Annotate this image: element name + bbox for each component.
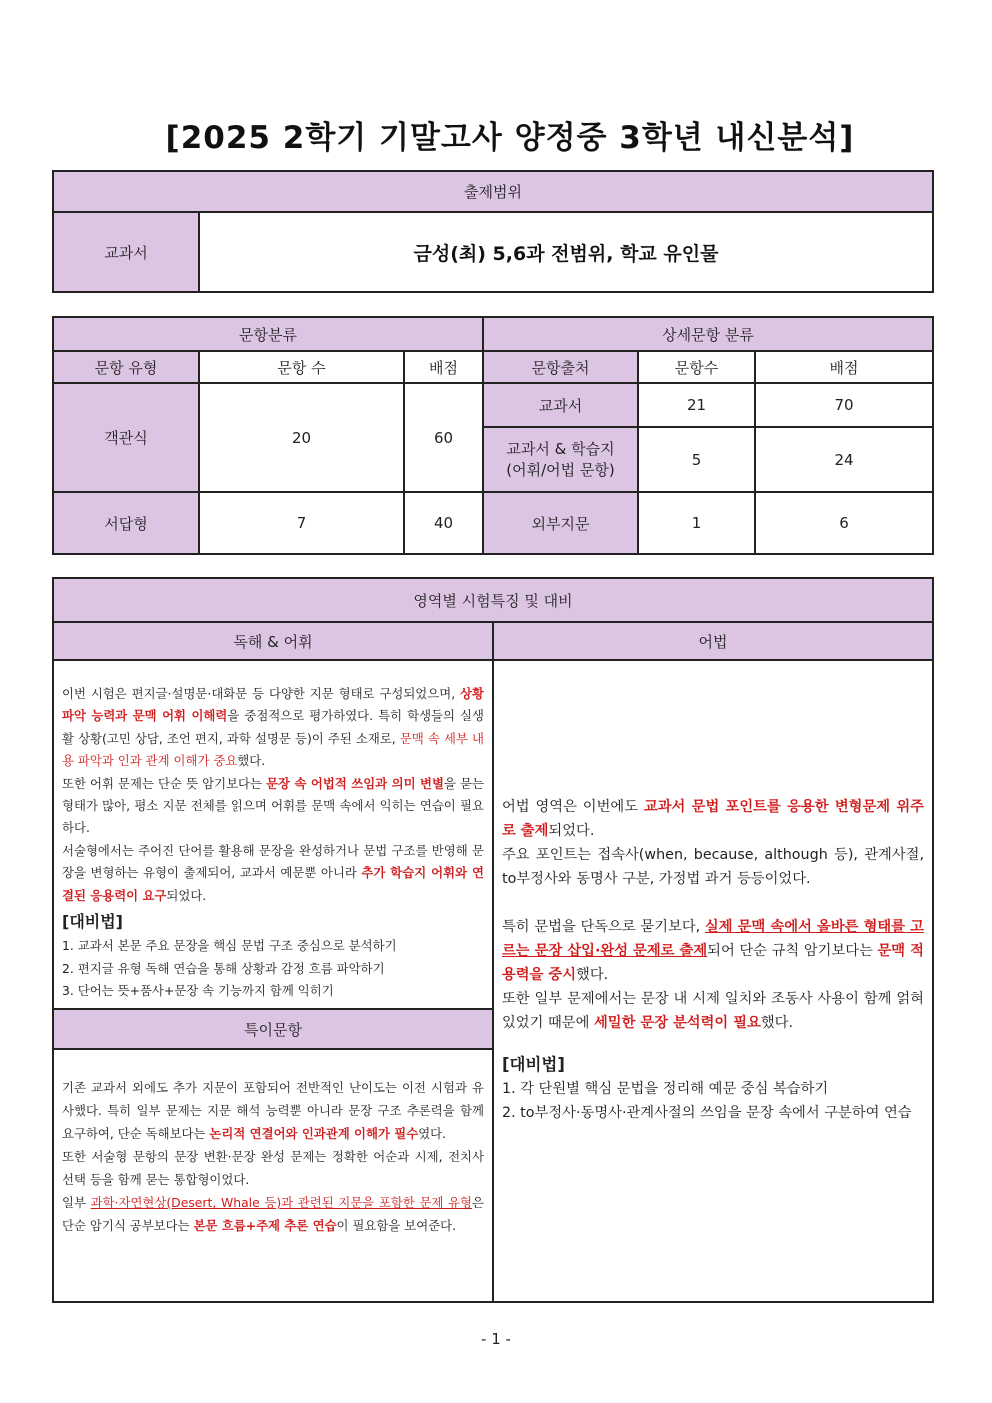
type-name: 객관식 — [53, 383, 199, 492]
classification-right-header: 상세문항 분류 — [483, 317, 933, 351]
features-header: 영역별 시험특징 및 대비 — [53, 578, 933, 622]
classification-table — [52, 316, 934, 555]
reading-paragraph: 서술형에서는 주어진 단어를 활용해 문장을 완성하거나 문법 구조를 반영해 문장을 변형하는 유형이 출제되어, 교과서 예문뿐 아니라 추가 학습지 어휘와 연결된 응용력이 요구되었다. — [62, 842, 484, 903]
type-name: 서답형 — [53, 492, 199, 554]
classification-left-header: 문항분류 — [53, 317, 483, 351]
grammar-paragraph: 어법 영역은 이번에도 교과서 문법 포인트를 응용한 변형문제 위주로 출제되었다. — [502, 799, 924, 839]
col-score2: 배점 — [755, 351, 933, 383]
reading-body — [53, 660, 493, 1009]
grammar-prep-item: 1. 각 단원별 핵심 문법을 정리해 예문 중심 복습하기 — [502, 1081, 829, 1097]
source-score: 70 — [755, 383, 933, 427]
col-type: 문항 유형 — [53, 351, 199, 383]
col-source: 문항출처 — [483, 351, 638, 383]
features-table — [52, 577, 934, 1303]
source-name-line2: (어휘/어법 문항) — [506, 460, 615, 479]
source-count: 1 — [638, 492, 755, 554]
reading-paragraph: 이번 시험은 편지글·설명문·대화문 등 다양한 지문 형태로 구성되었으며, 상황 파악 능력과 문맥 어휘 이해력을 중점적으로 평가하였다. 특히 학생들의 실생활 상황(고민 상담, 조언 편지, 과학 설명문 등)이 주된 소재로, 문맥 속 세부 내용 파악과 인과 관계 이해가 중요했다. — [62, 686, 484, 769]
type-count: 7 — [199, 492, 404, 554]
type-count: 20 — [199, 383, 404, 492]
scope-value: 금성(최) 5,6과 전범위, 학교 유인물 — [199, 212, 933, 292]
source-name — [483, 427, 638, 492]
source-score: 6 — [755, 492, 933, 554]
reading-prep-item: 1. 교과서 본문 주요 문장을 핵심 문법 구조 중심으로 분석하기 — [62, 938, 397, 954]
special-paragraph: 일부 과학·자연현상(Desert, Whale 등)과 관련된 지문을 포함한 문제 유형은 단순 암기식 공부보다는 본문 흐름+주제 추론 연습이 필요함을 보여준다. — [62, 1195, 484, 1233]
source-name: 외부지문 — [483, 492, 638, 554]
grammar-paragraph: 특히 문법을 단독으로 묻기보다, 실제 문맥 속에서 올바른 형태를 고르는 문장 삽입·완성 문제로 출제되어 단순 규칙 암기보다는 문맥 적용력을 중시했다. — [502, 919, 924, 983]
reading-header: 독해 & 어휘 — [53, 622, 493, 660]
grammar-paragraph: 주요 포인트는 접속사(when, because, although 등), 관계사절, to부정사와 동명사 구분, 가정법 과거 등등이었다. — [502, 847, 924, 887]
col-score: 배점 — [404, 351, 483, 383]
page-title: [2025 2학기 기말고사 양정중 3학년 내신분석] — [165, 120, 855, 156]
page-number: - 1 - — [481, 1330, 511, 1348]
source-count: 5 — [638, 427, 755, 492]
grammar-header: 어법 — [493, 622, 933, 660]
reading-prep-item: 2. 편지글 유형 독해 연습을 통해 상황과 감정 흐름 파악하기 — [62, 960, 385, 976]
source-name-line1: 교과서 & 학습지 — [506, 439, 615, 458]
special-header: 특이문항 — [53, 1009, 493, 1049]
special-body — [53, 1049, 493, 1302]
reading-prep-item: 3. 단어는 뜻+품사+문장 속 기능까지 함께 익히기 — [62, 983, 334, 999]
source-score: 24 — [755, 427, 933, 492]
grammar-paragraph: 또한 일부 문제에서는 문장 내 시제 일치와 조동사 사용이 함께 얽혀 있었기 때문에 세밀한 문장 분석력이 필요했다. — [502, 991, 924, 1031]
source-count: 21 — [638, 383, 755, 427]
col-count2: 문항수 — [638, 351, 755, 383]
reading-prep-title: [대비법] — [62, 912, 123, 932]
special-paragraph: 또한 서술형 문항의 문장 변환·문장 완성 문제는 정확한 어순과 시제, 전치사 선택 등을 함께 묻는 통합형이었다. — [62, 1149, 484, 1187]
grammar-prep-title: [대비법] — [502, 1055, 565, 1074]
special-paragraph: 기존 교과서 외에도 추가 지문이 포함되어 전반적인 난이도는 이전 시험과 유사했다. 특히 일부 문제는 지문 해석 능력뿐 아니라 문장 구조 추론력을 함께 요구하여, 단순 독해보다는 논리적 연결어와 인과관계 이해가 필수였다. — [62, 1080, 484, 1141]
scope-header: 출제범위 — [53, 171, 933, 212]
source-name: 교과서 — [483, 383, 638, 427]
scope-label: 교과서 — [53, 212, 199, 292]
type-score: 60 — [404, 383, 483, 492]
scope-table — [52, 170, 934, 293]
col-count: 문항 수 — [199, 351, 404, 383]
type-score: 40 — [404, 492, 483, 554]
reading-paragraph: 또한 어휘 문제는 단순 뜻 암기보다는 문장 속 어법적 쓰임과 의미 변별을 묻는 형태가 많아, 평소 지문 전체를 읽으며 어휘를 문맥 속에서 익히는 연습이 필요하다. — [62, 775, 484, 836]
grammar-prep-item: 2. to부정사·동명사·관계사절의 쓰임을 문장 속에서 구분하여 연습 — [502, 1105, 912, 1121]
grammar-body — [493, 660, 933, 1302]
